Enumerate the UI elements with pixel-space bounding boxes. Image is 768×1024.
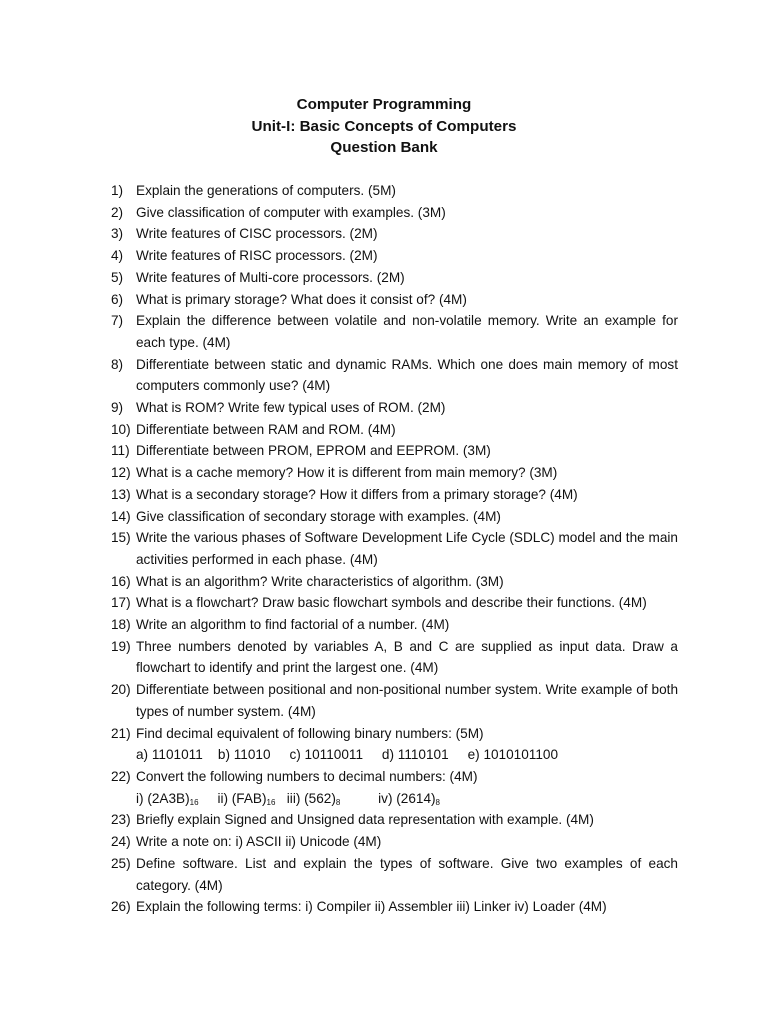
question-item xyxy=(111,831,678,853)
question-text: Differentiate between PROM, EPROM and EEPROM. (3M) xyxy=(136,443,491,459)
question-text: What is ROM? Write few typical uses of ROM. (2M) xyxy=(136,400,446,416)
question-item xyxy=(111,202,678,224)
unit-title: Unit-I: Basic Concepts of Computers xyxy=(251,117,517,135)
binary-option-a: a) 1101011 xyxy=(136,747,203,763)
question-text: Differentiate between static and dynamic RAMs. Which one does main memory of most computers commonly use? (4M) xyxy=(136,356,678,394)
question-number: 16) xyxy=(111,573,131,589)
conversion-number: i) (2A3B) xyxy=(136,790,190,806)
question-number: 6) xyxy=(111,291,124,307)
question-text: Write features of Multi-core processors. (2M) xyxy=(136,269,405,285)
question-number: 26) xyxy=(111,899,131,915)
question-text: What is a secondary storage? How it differs from a primary storage? (4M) xyxy=(136,486,578,502)
number-base: 8 xyxy=(435,797,440,807)
question-number: 20) xyxy=(111,682,131,698)
question-text: What is a flowchart? Draw basic flowchart symbols and describe their functions. (4M) xyxy=(136,595,647,611)
question-item xyxy=(111,419,678,441)
conversion-option-i xyxy=(136,788,199,810)
question-list xyxy=(111,180,678,918)
question-number: 2) xyxy=(111,204,124,220)
question-text: Explain the following terms: i) Compiler ii) Assembler iii) Linker iv) Loader (4M) xyxy=(136,899,607,915)
question-number: 7) xyxy=(111,313,124,329)
question-item xyxy=(111,679,678,722)
question-item xyxy=(111,289,678,311)
question-item xyxy=(111,267,678,289)
question-text: Write features of CISC processors. (2M) xyxy=(136,226,378,242)
course-title: Computer Programming xyxy=(296,96,472,113)
question-item xyxy=(111,809,678,831)
question-item xyxy=(111,180,678,202)
question-item xyxy=(111,440,678,462)
question-item xyxy=(111,484,678,506)
question-number: 1) xyxy=(111,183,124,198)
conversion-options xyxy=(111,788,678,810)
question-number: 25) xyxy=(111,855,131,871)
document-header xyxy=(0,94,768,159)
question-number: 24) xyxy=(111,834,131,850)
question-item xyxy=(111,636,678,679)
question-number: 13) xyxy=(111,486,131,502)
question-number: 5) xyxy=(111,269,124,285)
question-text: Give classification of secondary storage with examples. (4M) xyxy=(136,508,501,524)
question-item xyxy=(111,723,678,745)
question-number: 17) xyxy=(111,595,131,611)
binary-option-e: e) 1010101100 xyxy=(467,747,559,763)
binary-option-c: c) 10110011 xyxy=(289,747,364,763)
conversion-option-iv xyxy=(378,788,440,810)
question-text: Write a note on: i) ASCII ii) Unicode (4M) xyxy=(136,834,382,850)
question-text: What is an algorithm? Write characteristics of algorithm. (3M) xyxy=(136,573,504,589)
number-base: 16 xyxy=(266,797,276,807)
binary-option-b: b) 11010 xyxy=(217,747,271,763)
number-base: 8 xyxy=(335,797,341,807)
question-text: Define software. List and explain the types of software. Give two examples of each category. (4M) xyxy=(136,855,678,893)
question-number: 11) xyxy=(111,443,130,459)
question-item xyxy=(111,245,678,267)
question-number: 19) xyxy=(111,638,131,654)
question-number: 8) xyxy=(111,356,124,372)
number-base: 16 xyxy=(189,797,199,807)
question-text: Differentiate between RAM and ROM. (4M) xyxy=(136,421,396,437)
question-item xyxy=(111,506,678,528)
question-number: 10) xyxy=(111,421,131,437)
question-item xyxy=(111,766,678,788)
question-text: Write the various phases of Software Development Life Cycle (SDLC) model and the main activities performed in each phase. (4M) xyxy=(136,530,678,567)
question-number: 15) xyxy=(111,530,131,546)
question-number: 9) xyxy=(111,400,124,416)
question-text: Convert the following numbers to decimal numbers: (4M) xyxy=(136,768,478,784)
question-text: Write features of RISC processors. (2M) xyxy=(136,248,378,264)
conversion-number: ii) (FAB) xyxy=(217,790,267,806)
question-item xyxy=(111,853,678,896)
question-number: 21) xyxy=(111,725,131,741)
binary-options xyxy=(111,744,678,766)
question-number: 22) xyxy=(111,768,131,784)
question-text: Write an algorithm to find factorial of a number. (4M) xyxy=(136,617,450,633)
question-number: 23) xyxy=(111,812,131,828)
question-item xyxy=(111,223,678,245)
question-text: Differentiate between positional and non-positional number system. Write example of both types of number system. (4M) xyxy=(136,682,678,719)
binary-option-d: d) 1110101 xyxy=(381,747,449,763)
question-text: Find decimal equivalent of following binary numbers: (5M) xyxy=(136,725,484,741)
question-text: Explain the generations of computers. (5M) xyxy=(136,183,396,198)
question-number: 18) xyxy=(111,617,131,633)
question-bank-title: Question Bank xyxy=(330,139,438,156)
question-text: What is primary storage? What does it consist of? (4M) xyxy=(136,291,467,307)
question-text: Give classification of computer with examples. (3M) xyxy=(136,204,446,220)
question-item xyxy=(111,462,678,484)
question-text: What is a cache memory? How it is different from main memory? (3M) xyxy=(136,465,558,481)
question-item xyxy=(111,571,678,593)
question-number: 12) xyxy=(111,465,131,481)
question-text: Explain the difference between volatile and non-volatile memory. Write an example for each type. (4M) xyxy=(136,313,678,350)
question-item xyxy=(111,397,678,419)
question-item xyxy=(111,310,678,353)
question-item xyxy=(111,896,678,918)
conversion-option-iii xyxy=(287,788,341,810)
conversion-option-ii xyxy=(217,788,275,810)
question-text: Briefly explain Signed and Unsigned data representation with example. (4M) xyxy=(136,812,594,828)
question-item xyxy=(111,354,678,397)
question-number: 4) xyxy=(111,248,124,264)
conversion-number: iii) (562) xyxy=(286,790,336,806)
question-number: 3) xyxy=(111,226,124,242)
conversion-number: iv) (2614) xyxy=(378,790,436,806)
question-item xyxy=(111,527,678,570)
question-text: Three numbers denoted by variables A, B and C are supplied as input data. Draw a flowchart to identify and print the largest one. (4M) xyxy=(136,638,678,676)
question-item xyxy=(111,592,678,614)
question-number: 14) xyxy=(111,508,131,524)
question-item xyxy=(111,614,678,636)
